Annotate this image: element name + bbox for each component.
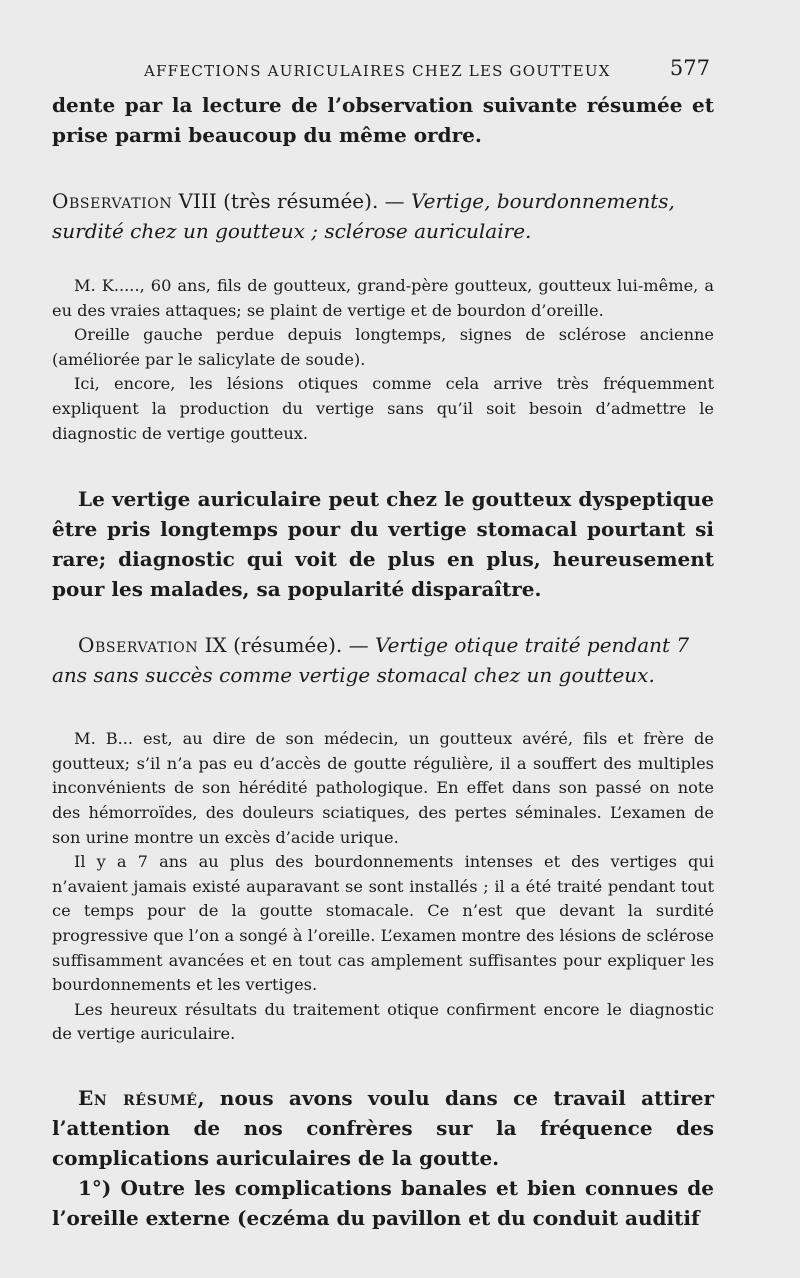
observation-9-title: Vertige otique traité pendant 7 ans sans succès comme vertige stomacal chez un goutteux. <box>52 633 690 688</box>
page-header <box>52 56 714 86</box>
observation-8-label: Observation <box>52 189 173 213</box>
observation-9-paragraph-1: M. B... est, au dire de son médecin, un goutteux avéré, fils et frère de goutteux; s’il n’a pas eu d’accès de goutte régulière, il a souffert des multiples inconvénients de son hérédité pathologique. En effet dans son passé on note des hémorroïdes, des douleurs sciatiques, des pertes séminales. L’examen de son urine montre un excès d’acide urique. <box>52 729 714 847</box>
running-head: AFFECTIONS AURICULAIRES CHEZ LES GOUTTEUX <box>144 62 611 80</box>
resume-text: , nous avons voulu dans ce travail attirer l’attention de nos confrères sur la fréquence des complications auriculaires de la goutte. <box>52 1085 715 1170</box>
observation-8-number: VIII (très résumée). — <box>172 189 412 213</box>
observation-9-number: IX (résumée). — <box>198 633 375 658</box>
observation-8-title: Vertige, bourdonnements, surdité chez un goutteux ; sclérose auriculaire. <box>52 189 675 243</box>
observation-9-heading <box>52 630 714 690</box>
resume-paragraph <box>52 1083 714 1173</box>
observation-8-heading <box>52 186 714 246</box>
observation-9-label: Observation <box>78 633 199 658</box>
observation-9-paragraph-2: Il y a 7 ans au plus des bourdonnements intenses et des vertiges qui n’avaient jamais existé auparavant se sont installés ; il a été traité pendant tout ce temps pour de la goutte stomacale. Ce n’est que devant la surdité progressive que l’on a songé à l’oreille. L’examen montre des lésions de sclérose suffisamment avancées et en tout cas amplement suffisantes pour expliquer les bourdonnements et les vertiges. <box>52 852 714 995</box>
final-paragraph: 1°) Outre les complications banales et bien connues de l’oreille externe (eczéma du pavillon et du conduit auditif <box>52 1175 714 1230</box>
resume-label: En résumé <box>78 1085 198 1110</box>
vertige-paragraph: Le vertige auriculaire peut chez le goutteux dyspeptique être pris longtemps pour du vertige stomacal pourtant si rare; diagnostic qui voit de plus en plus, heureusement pour les malades, sa popularité disparaître. <box>52 487 714 602</box>
observation-8-paragraph-2: Oreille gauche perdue depuis longtemps, signes de sclérose ancienne (améliorée par le salicylate de soude). <box>52 325 714 369</box>
page-body <box>52 90 714 1233</box>
observation-8-paragraph-3: Ici, encore, les lésions otiques comme cela arrive très fréquemment expliquent la production du vertige sans qu’il soit besoin d’admettre le diagnostic de vertige goutteux. <box>52 374 714 443</box>
observation-8-paragraph-1: M. K....., 60 ans, fils de goutteux, grand-père goutteux, goutteux lui-même, a eu des vraies attaques; se plaint de vertige et de bourdon d’oreille. <box>52 276 714 320</box>
page-number: 577 <box>669 56 710 80</box>
intro-paragraph: dente par la lecture de l’observation suivante résumée et prise parmi beaucoup du même ordre. <box>52 93 714 147</box>
observation-9-paragraph-3: Les heureux résultats du traitement otique confirment encore le diagnostic de vertige auriculaire. <box>52 999 714 1044</box>
